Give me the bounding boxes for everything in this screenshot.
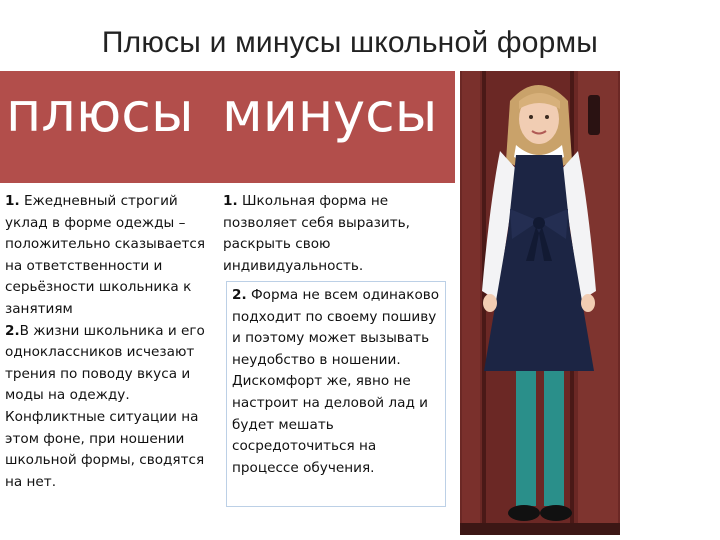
- girl-in-uniform-illustration: [460, 71, 620, 535]
- cons-item-2-number: 2.: [232, 287, 247, 303]
- cons-item-2-text: Форма не всем одинаково подходит по своему пошиву и поэтому может вызывать неудобство в ношении. Дискомфорт же, явно не настроит на деловой лад и будет мешать сосредоточиться на процессе обучения.: [232, 287, 440, 476]
- pros-item-1-number: 1.: [5, 193, 20, 209]
- slide-title: Плюсы и минусы школьной формы: [101, 26, 599, 59]
- cons-item-1-number: 1.: [223, 193, 238, 209]
- cons-item-2: [232, 285, 447, 479]
- pros-list: [5, 191, 215, 493]
- pros-item-2-number: 2.: [5, 322, 20, 339]
- pros-item-1: [5, 191, 215, 321]
- pros-item-2: [5, 321, 215, 494]
- school-uniform-photo: [460, 71, 620, 535]
- pros-item-2-text: В жизни школьника и его одноклассников исчезают трения по поводу вкуса и моды на одежду. Конфликтные ситуации на этом фоне, при ношении школьной формы, сводятся на нет.: [5, 322, 205, 490]
- cons-heading: минусы: [222, 81, 438, 144]
- pros-item-1-text: Ежедневный строгий уклад в форме одежды – положительно сказывается на ответственности и серьёзности школьника к занятиям: [5, 193, 206, 317]
- pros-heading: плюсы: [6, 81, 194, 144]
- cons-item-1: [223, 191, 443, 277]
- cons-item-1-text: Школьная форма не позволяет себя выразить, раскрыть свою индивидуальность.: [223, 193, 410, 274]
